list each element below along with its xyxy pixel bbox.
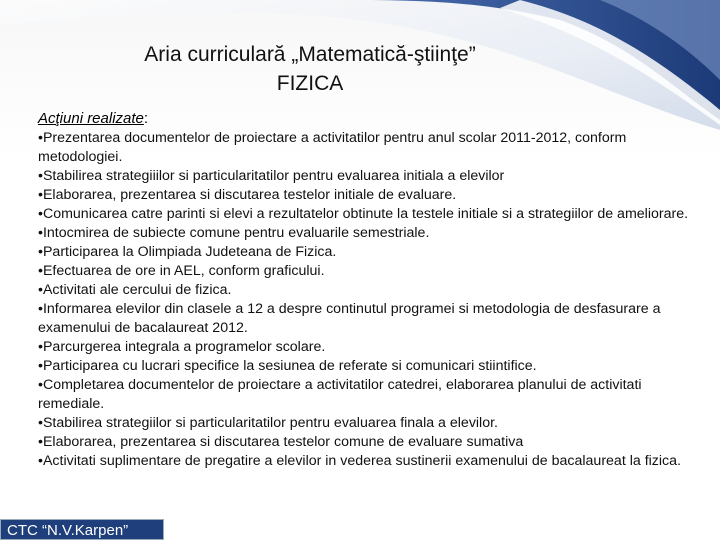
- list-item: •Activitati ale cercului de fizica.: [38, 282, 232, 298]
- list-item: •Completarea documentelor de proiectare a activitatilor catedrei, elaborarea planului de activitati remediale.: [38, 377, 642, 412]
- actions-list: [38, 129, 694, 471]
- list-item: •Comunicarea catre parinti si elevi a rezultatelor obtinute la testele initiale si a strategiilor de ameliorare.: [38, 206, 689, 222]
- list-item: •Participarea la Olimpiada Judeteana de Fizica.: [38, 244, 337, 260]
- section-colon: :: [143, 110, 149, 127]
- title-line-2: FIZICA: [276, 72, 344, 95]
- list-item: •Prezentarea documentelor de proiectare a activitatilor pentru anul scolar 2011-2012, conform metodologiei.: [38, 130, 627, 165]
- list-item: •Stabilirea strategiilor si particularitatilor pentru evaluarea finala a elevilor.: [38, 415, 498, 431]
- section-heading: [38, 110, 148, 127]
- section-label: Acţiuni realizate: [38, 110, 144, 127]
- list-item: •Informarea elevilor din clasele a 12 a despre continutul programei si metodologia de desfasurare a examenului de bacalaureat 2012.: [38, 301, 661, 336]
- list-item: •Efectuarea de ore in AEL, conform graficului.: [38, 263, 325, 279]
- footer-label: CTC “N.V.Karpen”: [0, 519, 164, 540]
- title-line-1: Aria curriculară „Matematică-ştiinţe”: [144, 43, 476, 66]
- list-item: •Elaborarea, prezentarea si discutarea testelor comune de evaluare sumativa: [38, 434, 524, 450]
- list-item: •Parcurgerea integrala a programelor scolare.: [38, 339, 326, 355]
- list-item: •Activitati suplimentare de pregatire a elevilor in vederea sustinerii examenului de bacalaureat la fizica.: [38, 453, 681, 469]
- list-item: •Elaborarea, prezentarea si discutarea testelor initiale de evaluare.: [38, 187, 457, 203]
- list-item: •Stabilirea strategiiilor si particularitatilor pentru evaluarea initiala a elevilor: [38, 168, 505, 184]
- list-item: •Participarea cu lucrari specifice la sesiunea de referate si comunicari stiintifice.: [38, 358, 537, 374]
- list-item: •Intocmirea de subiecte comune pentru evaluarile semestriale.: [38, 225, 430, 241]
- slide-title: [60, 40, 560, 98]
